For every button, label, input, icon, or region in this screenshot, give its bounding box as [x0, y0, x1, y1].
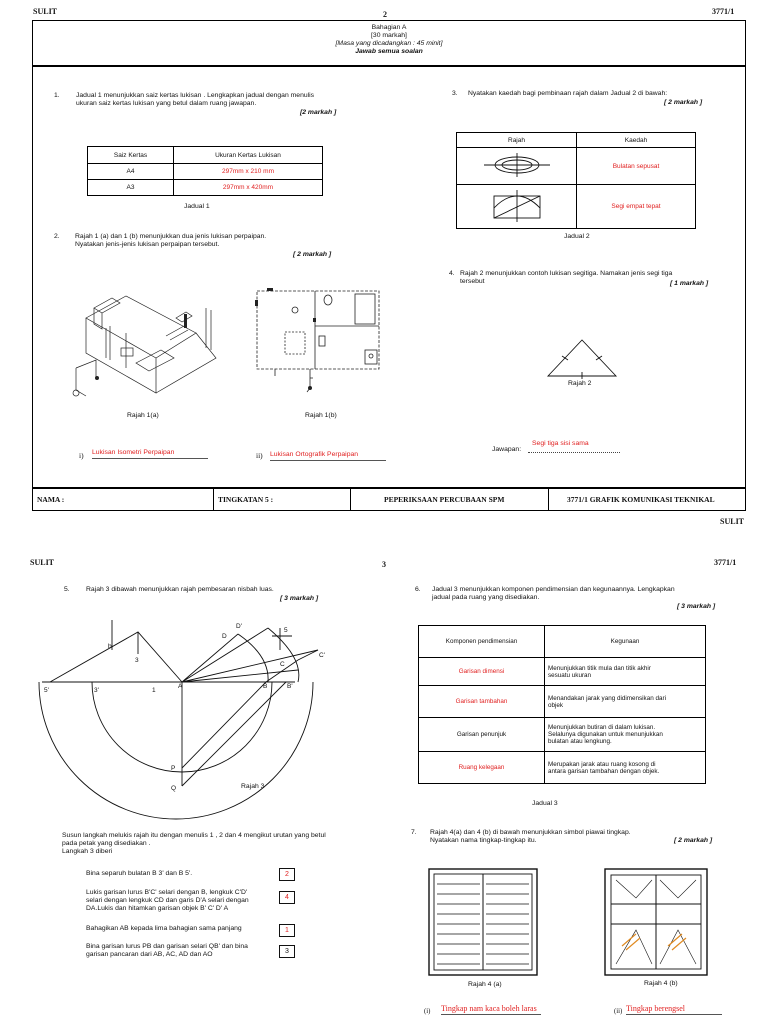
table-3-use-4-line-2: antara garisan tambahan dengan objek. [548, 767, 660, 775]
table-1-caption: Jadual 1 [184, 203, 210, 210]
q4-marks: [ 1 markah ] [670, 280, 709, 287]
step-4-text-1: Bina garisan lurus PB dan garisan selari QB' dan bina [86, 943, 248, 950]
table-1-size-a4: A4 [88, 164, 174, 180]
step-2-text-2: selari dengan lengkuk CD dan garis D'A selari dengan [86, 897, 249, 904]
q2-number: 2. [54, 233, 60, 240]
isometric-piping-drawing [66, 288, 236, 400]
rajah-1b-caption: Rajah 1(b) [305, 412, 337, 419]
label-C-prime: C' [319, 652, 325, 659]
step-3-box[interactable]: 1 [279, 924, 295, 937]
q3-text: Nyatakan kaedah bagi pembinaan rajah dalam Jadual 2 di bawah: [468, 90, 668, 97]
table-3-use-3 [545, 718, 706, 752]
label-C: C [280, 661, 285, 668]
q5-text: Rajah 3 dibawah menunjukkan rajah pembesaran nisbah luas. [86, 586, 274, 593]
label-D: D [222, 633, 227, 640]
q6-number: 6. [415, 586, 421, 593]
step-4-box: 3 [279, 945, 295, 958]
q5-steps-intro-2: pada petak yang disediakan . [62, 840, 151, 847]
table-3-comp-2[interactable]: Garisan tambahan [419, 686, 545, 718]
table-3-comp-3: Garisan penunjuk [419, 718, 545, 752]
table-2-figure-concentric [457, 148, 577, 185]
q4-answer-line [528, 452, 620, 453]
q5-steps-intro-3: Langkah 3 diberi [62, 848, 113, 855]
table-1-header-dim: Ukuran Kertas Lukisan [174, 147, 323, 164]
label-1: 1 [152, 687, 156, 694]
equilateral-triangle-drawing [546, 338, 618, 378]
section-time: [Masa yang dicadangkan : 45 minit] [335, 40, 443, 47]
footer-divider-3 [548, 488, 549, 511]
footer-divider-1 [213, 488, 214, 511]
rajah-3-caption: Rajah 3 [241, 783, 265, 790]
q5-number: 5. [64, 586, 70, 593]
q2-answer-i[interactable]: Lukisan Isometri Perpaipan [92, 449, 208, 459]
table-3-use-3-line-1: Menunjukkan butiran di dalam lukisan. [548, 724, 656, 731]
table-3-use-1-line-2: sesuatu ukuran [548, 671, 592, 679]
table-3-use-1 [545, 658, 706, 686]
footer-name: NAMA : [37, 495, 65, 504]
table-1 [87, 146, 323, 196]
louvre-window-symbol [428, 868, 538, 976]
q7-answer-i-label: (i) [424, 1008, 431, 1015]
label-3prime: 3' [94, 687, 99, 694]
table-3-use-2-line-1: Menandakan jarak yang didimensikan dari [548, 694, 666, 702]
page-number-2: 3 [382, 560, 386, 569]
q2-answer-i-label: i) [79, 451, 84, 460]
q7-answer-i[interactable]: Tingkap nam kaca boleh laras [441, 1004, 541, 1015]
table-2-header-kaedah: Kaedah [577, 133, 696, 148]
q4-answer-label: Jawapan: [492, 446, 522, 453]
table-3-use-2 [545, 686, 706, 718]
q2-text-1: Rajah 1 (a) dan 1 (b) menunjukkan dua jenis lukisan perpaipan. [75, 233, 267, 240]
label-B-prime: B' [287, 683, 293, 690]
section-title: Bahagian A [371, 24, 407, 31]
footer-form: TINGKATAN 5 : [218, 495, 274, 504]
label-5prime: 5' [44, 687, 49, 694]
q2-text-2: Nyatakan jenis-jenis lukisan perpaipan tersebut. [75, 241, 220, 248]
q4-text-2: tersebut [460, 278, 485, 285]
step-1-text: Bina separuh bulatan B 3' dan B 5'. [86, 870, 193, 877]
table-3-comp-1[interactable]: Garisan dimensi [419, 658, 545, 686]
orthographic-piping-drawing [255, 288, 383, 400]
table-2-answer-2[interactable]: Segi empat tepat [577, 185, 696, 229]
q1-marks: [2 markah ] [300, 109, 337, 116]
q4-number: 4. [449, 270, 455, 277]
q7-text-1: Rajah 4(a) dan 4 (b) di bawah menunjukkan simbol piawai tingkap. [430, 829, 631, 836]
q1-text-1: Jadual 1 menunjukkan saiz kertas lukisan . Lengkapkan jadual dengan menulis [76, 92, 315, 99]
table-3-use-3-line-2: Selalunya digunakan untuk menunjukkan [548, 731, 663, 738]
footer-subject: 3771/1 GRAFIK KOMUNIKASI TEKNIKAL [567, 495, 715, 504]
paper-code-2: 3771/1 [714, 558, 737, 567]
label-b: b [108, 643, 112, 650]
q7-marks: [ 2 markah ] [674, 837, 713, 844]
table-3-caption: Jadual 3 [532, 800, 558, 807]
q2-answer-ii[interactable]: Lukisan Ortografik Perpaipan [270, 451, 386, 461]
table-3-use-4-line-1: Merupakan jarak atau ruang kosong di [548, 760, 656, 768]
rajah-4a-caption: Rajah 4 (a) [468, 981, 502, 988]
label-5: 5 [284, 627, 288, 634]
q7-answer-ii[interactable]: Tingkap berengsel [626, 1004, 722, 1015]
q1-text-2: ukuran saiz kertas lukisan yang betul dalam ruang jawapan. [76, 100, 257, 107]
q1-number: 1. [54, 92, 60, 99]
q3-number: 3. [452, 90, 458, 97]
q4-text-1: Rajah 2 menunjukkan contoh lukisan segitiga. Namakan jenis segi tiga [460, 270, 673, 277]
table-2 [456, 132, 696, 229]
sulit-label-2: SULIT [30, 558, 55, 567]
table-2-figure-rectangle [457, 185, 577, 229]
table-3-header-comp: Komponen pendimensian [419, 626, 545, 658]
q7-answer-ii-label: (ii) [614, 1008, 623, 1015]
q6-text-1: Jadual 3 menunjukkan komponen pendimensian dan kegunaannya. Lengkapkan [432, 586, 675, 593]
step-2-text-3: DA.Lukis dan hitamkan garisan objek B' C' D' A [86, 905, 229, 912]
table-1-dim-a3[interactable]: 297mm x 420mm [174, 180, 323, 196]
q6-text-2: jadual pada ruang yang disediakan. [432, 594, 540, 601]
q5-marks: [ 3 markah ] [280, 595, 319, 602]
table-3-use-2-line-2: objek [548, 701, 564, 709]
q7-number: 7. [411, 829, 417, 836]
q2-answer-ii-label: ii) [256, 451, 263, 460]
label-D-prime: D' [236, 623, 242, 630]
q6-marks: [ 3 markah ] [677, 603, 716, 610]
step-2-text-1: Lukis garisan lurus B'C' selari dengan B, lengkuk C'D' [86, 889, 248, 896]
table-2-caption: Jadual 2 [564, 233, 590, 240]
table-3 [418, 625, 706, 784]
sulit-label: SULIT [33, 7, 58, 16]
table-3-comp-4[interactable]: Ruang kelegaan [419, 752, 545, 784]
rajah-1a-caption: Rajah 1(a) [127, 412, 159, 419]
q4-answer[interactable]: Segi tiga sisi sama [532, 440, 589, 447]
section-header [0, 24, 768, 56]
step-2-box[interactable]: 4 [279, 891, 295, 904]
label-P: P [171, 765, 176, 772]
footer-exam: PEPERIKSAAN PERCUBAAN SPM [384, 495, 505, 504]
table-2-header-rajah: Rajah [457, 133, 577, 148]
table-1-dim-a4[interactable]: 297mm x 210 mm [174, 164, 323, 180]
q7-text-2: Nyatakan nama tingkap-tingkap itu. [430, 837, 537, 844]
bottom-sulit: SULIT [720, 517, 745, 526]
q3-marks: [ 2 markah ] [664, 99, 703, 106]
step-1-box[interactable]: 2 [279, 868, 295, 881]
table-3-header-use: Kegunaan [545, 626, 706, 658]
q2-marks: [ 2 markah ] [293, 251, 332, 258]
q5-steps-intro-1: Susun langkah melukis rajah itu dengan menulis 1 , 2 dan 4 mengikut urutan yang betul [62, 832, 326, 839]
label-B: B [263, 683, 268, 690]
rajah-2-caption: Rajah 2 [568, 380, 592, 387]
table-3-use-3-line-3: bulatan atau lengkung. [548, 738, 612, 745]
table-1-size-a3: A3 [88, 180, 174, 196]
step-4-text-2: garisan pancaran dari AB, AC, AD dan AO [86, 951, 213, 958]
step-3-text: Bahagikan AB kepada lima bahagian sama panjang [86, 925, 242, 932]
section-marks: [30 markah] [371, 32, 407, 39]
footer-divider-2 [350, 488, 351, 511]
section-instruction: Jawab semua soalan [355, 48, 423, 55]
label-Q: Q [171, 785, 177, 792]
label-A: A [178, 683, 183, 690]
area-enlargement-drawing [40, 620, 340, 796]
hinged-window-symbol [604, 868, 708, 976]
table-2-answer-1[interactable]: Bulatan sepusat [577, 148, 696, 185]
rajah-4b-caption: Rajah 4 (b) [644, 980, 678, 987]
paper-code: 3771/1 [712, 7, 735, 16]
table-3-use-4 [545, 752, 706, 784]
table-3-use-1-line-1: Menunjukkan titik mula dan titik akhir [548, 664, 651, 672]
label-3: 3 [135, 657, 139, 664]
table-1-header-size: Saiz Kertas [88, 147, 174, 164]
page-number: 2 [383, 10, 387, 19]
